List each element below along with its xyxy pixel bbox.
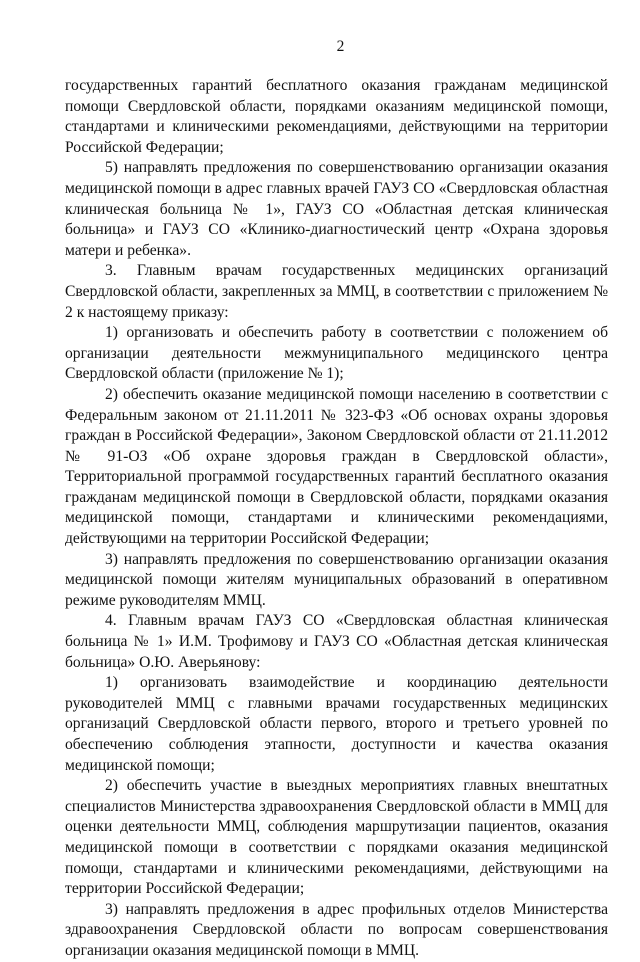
- paragraph-section-4-item-3: 3) направлять предложения в адрес профильных отделов Министерства здравоохранения Свердловской области по вопросам совершенствования организации оказания медицинской помощи в ММЦ.: [65, 900, 608, 959]
- paragraph-section-3-item-1: 1) организовать и обеспечить работу в соответствии с положением об организации деятельности межмуниципального медицинского центра Свердловской области (приложение № 1);: [65, 324, 608, 383]
- paragraph-section-4: 4. Главным врачам ГАУЗ СО «Свердловская областная клиническая больница № 1» И.М. Трофимову и ГАУЗ СО «Областная детская клиническая больница» О.Ю. Аверьянову:: [65, 612, 608, 671]
- paragraph-section-3-item-3: 3) направлять предложения по совершенствованию организации оказания медицинской помощи жителям муниципальных образований в оперативном режиме руководителям ММЦ.: [65, 550, 608, 609]
- paragraph-section-3: 3. Главным врачам государственных медицинских организаций Свердловской области, закрепленных за ММЦ, в соответствии с приложением № 2 к настоящему приказу:: [65, 262, 608, 321]
- paragraph-section-3-item-2: 2) обеспечить оказание медицинской помощи населению в соответствии с Федеральным законом от 21.11.2011 № 323-ФЗ «Об основах охраны здоровья граждан в Российской Федерации», Законом Свердловской области от 21.11.2012 № 91-ОЗ «Об охране здоровья граждан в Свердловской области», Территориальной программой государственных гарантий бесплатного оказания гражданам медицинской помощи в Свердловской области, порядками оказания медицинской помощи, стандартами и клиническими рекомендациями, действующими на территории Российской Федерации;: [65, 385, 608, 548]
- paragraph-continuation: государственных гарантий бесплатного оказания гражданам медицинской помощи Свердловской области, порядками оказаниям медицинской помощи, стандартами и клиническими рекомендациями, действующими на территории Российской Федерации;: [65, 77, 608, 156]
- document-body: [65, 76, 608, 962]
- page-number: 2: [336, 38, 345, 55]
- paragraph-section-4-item-2: 2) обеспечить участие в выездных мероприятиях главных внештатных специалистов Министерства здравоохранения Свердловской области в ММЦ для оценки деятельности ММЦ, соблюдения маршрутизации пациентов, оказания медицинской помощи в соответствии с порядками оказания медицинской помощи, стандартами и клиническими рекомендациями, действующими на территории Российской Федерации;: [65, 777, 608, 898]
- paragraph-item-5: 5) направлять предложения по совершенствованию организации оказания медицинской помощи в адрес главных врачей ГАУЗ СО «Свердловская областная клиническая больница № 1», ГАУЗ СО «Областная детская клиническая больница» и ГАУЗ СО «Клинико-диагностический центр «Охрана здоровья матери и ребенка».: [65, 159, 608, 259]
- paragraph-section-4-item-1: 1) организовать взаимодействие и координацию деятельности руководителей ММЦ с главными врачами государственных медицинских организаций Свердловской области первого, второго и третьего уровней по обеспечению соблюдения этапности, доступности и качества оказания медицинской помощи;: [65, 674, 608, 774]
